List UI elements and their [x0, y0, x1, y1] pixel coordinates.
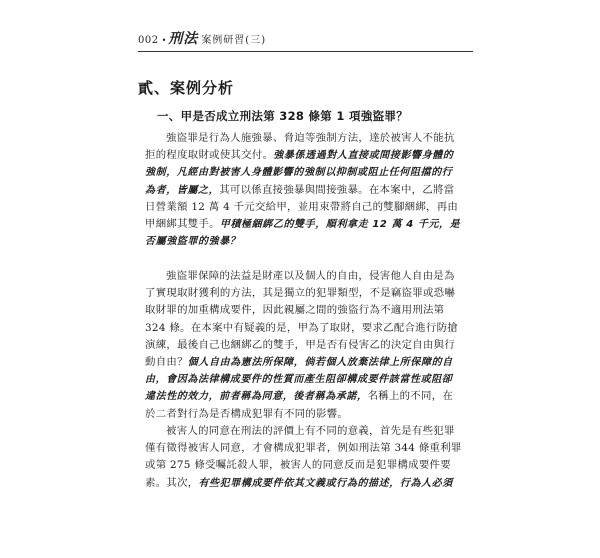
- text-line: 於二者對行為是否構成犯罪有不同的影響。: [145, 407, 349, 420]
- emphasis-text: 強暴係透過對人直接或間接影響身體的: [273, 150, 454, 162]
- emphasis-text: 違法性的效力，前者稱為同意，後者稱為承諾，: [145, 391, 368, 403]
- header-separator: •: [161, 36, 167, 45]
- text-line: 日營業額 12 萬 4 千元交給甲，並用束帶將自己的雙腳綑綁，再由: [145, 200, 459, 213]
- series-title: 案例研習(三): [201, 35, 267, 46]
- paragraph-2: [145, 268, 471, 423]
- body-text-segment: 素。其次，: [145, 476, 199, 489]
- body-text-segment: 拒的程度取財或使其交付。: [145, 149, 274, 162]
- text-line: 324 條。在本案中有疑義的是，甲為了取財，要求乙配合進行防搶: [145, 321, 458, 334]
- text-line: 強制，凡經由對被害人身體影響的強制以抑制或阻止任何阻擋的行: [145, 167, 453, 179]
- book-logo: 刑法: [168, 31, 199, 47]
- body-text-segment: 名稱上的不同，在: [367, 390, 454, 403]
- emphasis-text: 有些犯罪構成要件依其文義或行為的描述，行為人必須: [198, 477, 453, 489]
- emphasis-text: 甲積極綑綁乙的雙手，順利拿走 12 萬 4 千元，是: [219, 219, 461, 231]
- running-header: [138, 31, 468, 49]
- body-text-segment: 甲綑綁其雙手。: [145, 218, 220, 231]
- text-line: [145, 475, 471, 492]
- emphasis-text: 個人自由為憲法所保障，倘若個人放棄法律上所保障的自: [187, 357, 453, 369]
- text-line: 了實現取財獲利的方法，其是獨立的犯罪類型，不是竊盜罪或恐嚇: [145, 287, 456, 300]
- text-line: 僅有徵得被害人同意，才會構成犯罪者，例如刑法第 344 條重利罪: [145, 442, 462, 455]
- body-text-segment: 其可以係直接強暴與間接強暴。在本案中，乙將當: [219, 183, 455, 196]
- text-line: [145, 388, 471, 405]
- body-text-segment: 動自由？: [145, 356, 188, 369]
- text-line: 否屬強盜罪的強暴？: [145, 236, 241, 248]
- text-line: 取財罪的加重構成要件，因此親屬之間的強盜行為不適用刑法第: [145, 304, 445, 317]
- paragraph-3: [145, 423, 471, 492]
- text-line: 或第 275 條受囑託殺人罪，被害人的同意反而是犯罪構成要件要: [145, 459, 451, 472]
- text-line: [145, 216, 471, 233]
- text-line: 由，會因為法律構成要件的性質而產生阻卻構成要件該當性或阻卻: [145, 374, 453, 386]
- emphasis-text: 為者，皆屬之，: [145, 184, 220, 196]
- page-number: 002: [138, 35, 159, 46]
- text-line: 強盜罪保障的法益是財產以及個人的自由，侵害他人自由是為: [166, 270, 455, 282]
- text-line: [145, 354, 471, 371]
- paragraph-1: [145, 130, 471, 250]
- text-line: 被害人的同意在刑法的評價上有不同的意義，首先是有些犯罪: [166, 425, 455, 437]
- header-rule: [138, 51, 473, 52]
- text-line: 演練，最後自己也綑綁乙的雙手，甲是否有侵害乙的決定自由與行: [145, 338, 456, 351]
- section-title: 貳、案例分析: [138, 79, 235, 97]
- text-line: 強盜罪是行為人施強暴、脅迫等強制方法，達於被害人不能抗: [166, 132, 455, 144]
- text-line: [145, 147, 471, 164]
- subsection-title: 一、甲是否成立刑法第 328 條第 1 項強盜罪？: [157, 109, 409, 123]
- text-line: [145, 182, 471, 199]
